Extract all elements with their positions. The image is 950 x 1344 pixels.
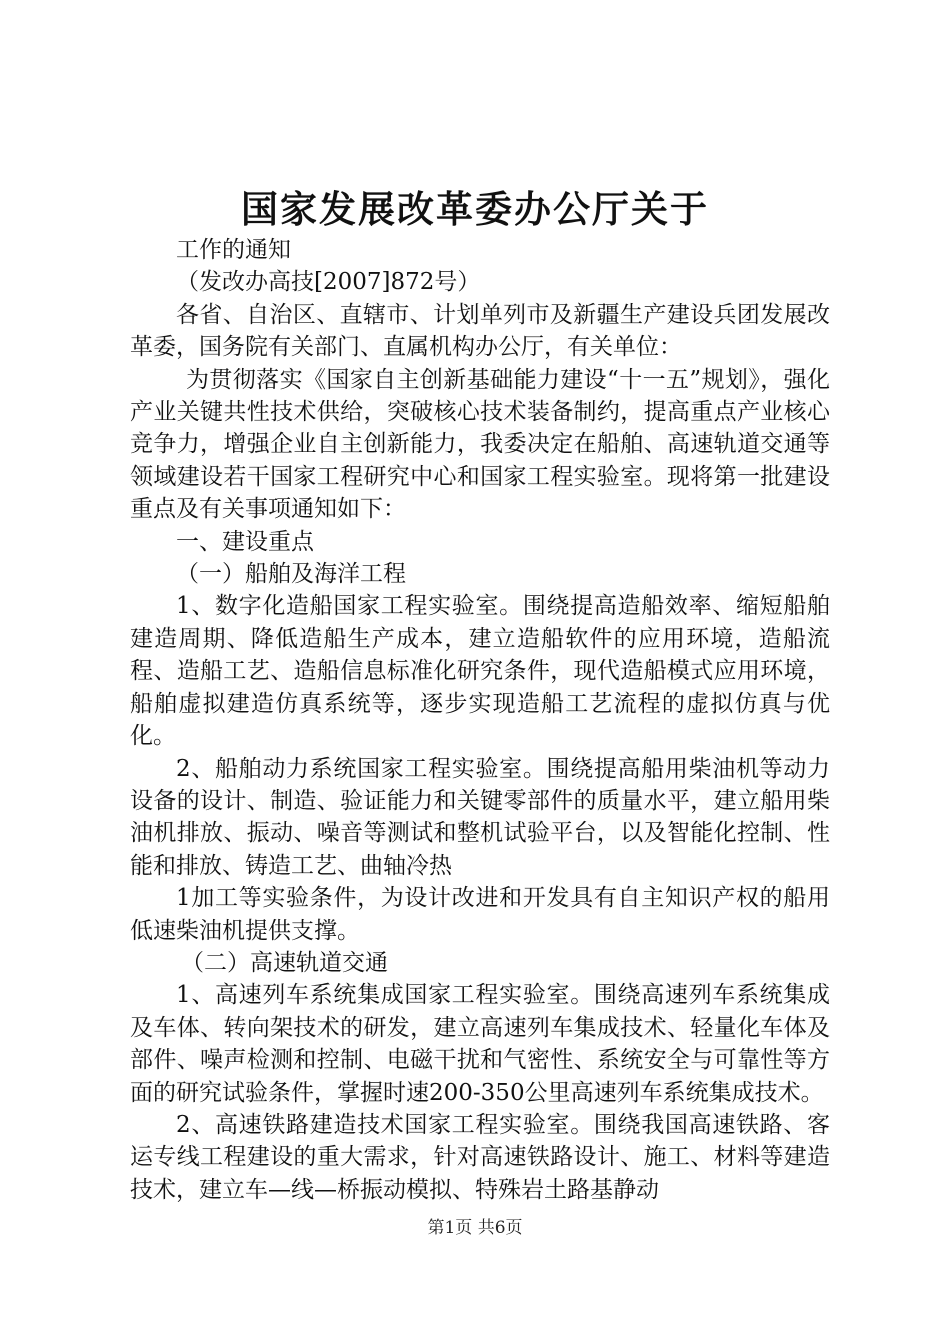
section-heading-1: 一、建设重点 [176, 528, 314, 555]
paragraph-item: 2、船舶动力系统国家工程实验室。围绕提高船用柴油机等动力设备的设计、制造、验证能力和关键零部件的质量水平，建立船用柴油机排放、振动、噪音等测试和整机试验平台，以及智能化控制、性能和排放、铸造工艺、曲轴冷热 [130, 755, 830, 879]
paragraph-subtitle: 工作的通知 [176, 237, 291, 263]
paragraph-addressees: 各省、自治区、直辖市、计划单列市及新疆生产建设兵团发展改革委，国务院有关部门、直属机构办公厅，有关单位： [130, 301, 830, 361]
document-body [130, 234, 830, 1206]
paragraph-item: 2、高速铁路建造技术国家工程实验室。围绕我国高速铁路、客运专线工程建设的重大需求，针对高速铁路设计、施工、材料等建造技术，建立车—线—桥振动模拟、特殊岩土路基静动 [130, 1111, 830, 1203]
paragraph-item: 1、数字化造船国家工程实验室。围绕提高造船效率、缩短船舶建造周期、降低造船生产成本，建立造船软件的应用环境，造船流程、造船工艺、造船信息标准化研究条件，现代造船模式应用环境，船舶虚拟建造仿真系统等，逐步实现造船工艺流程的虚拟仿真与优化。 [130, 593, 830, 750]
paragraph-item: 1加工等实验条件，为设计改进和开发具有自主知识产权的船用低速柴油机提供支撑。 [130, 885, 830, 944]
subsection-heading-ships: （一）船舶及海洋工程 [176, 561, 406, 588]
document-title: 国家发展改革委办公厅关于 [241, 187, 709, 231]
paragraph-doc-number: （发改办高技[2007]872号） [176, 269, 481, 296]
subsection-heading-rail: （二）高速轨道交通 [181, 949, 388, 976]
page-footer: 第1页 共6页 [427, 1218, 523, 1238]
paragraph-item: 1、高速列车系统集成国家工程实验室。围绕高速列车系统集成及车体、转向架技术的研发，建立高速列车集成技术、轻量化车体及部件、噪声检测和控制、电磁干扰和气密性、系统安全与可靠性等方面的研究试验条件，掌握时速200-350公里高速列车系统集成技术。 [130, 982, 830, 1106]
paragraph-intro: 为贯彻落实《国家自主创新基础能力建设“十一五”规划》，强化产业关键共性技术供给，突破核心技术装备制约，提高重点产业核心竞争力，增强企业自主创新能力，我委决定在船舶、高速轨道交通等领域建设若干国家工程研究中心和国家工程实验室。现将第一批建设重点及有关事项通知如下： [130, 366, 830, 523]
